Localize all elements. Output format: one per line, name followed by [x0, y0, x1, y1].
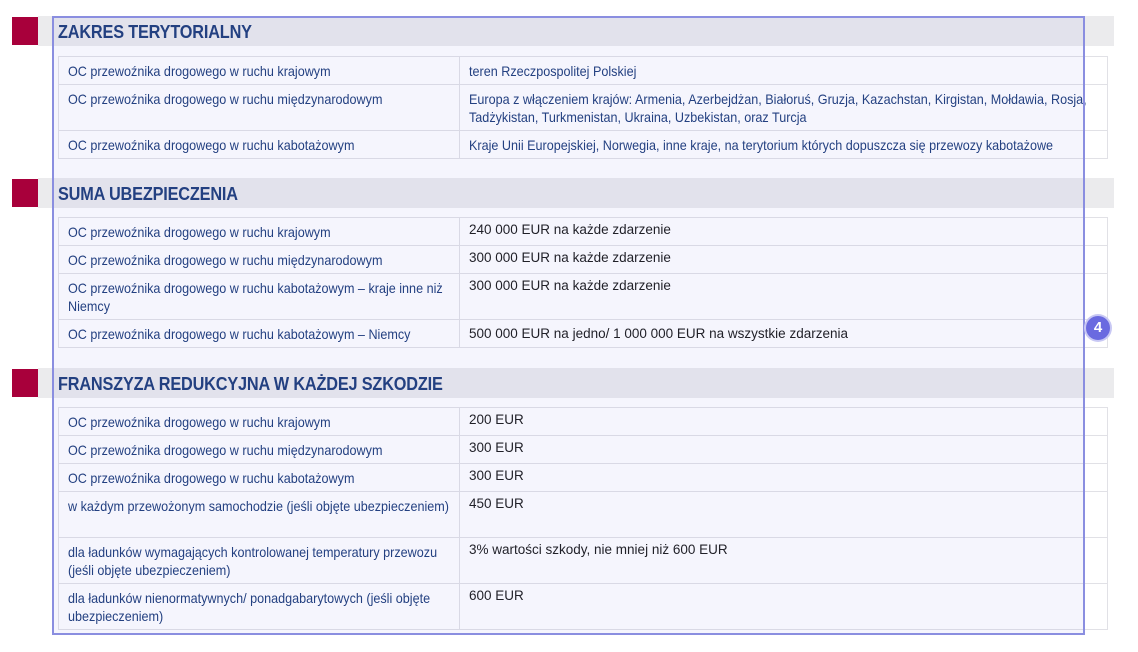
table-row — [59, 320, 1108, 348]
row-label: OC przewoźnika drogowego w ruchu międzynarodowym — [59, 436, 460, 464]
section-title: ZAKRES TERYTORIALNY — [58, 21, 252, 42]
row-label: OC przewoźnika drogowego w ruchu kabotażowym — [59, 464, 460, 492]
table-row — [59, 408, 1108, 436]
row-value: 300 000 EUR na każde zdarzenie — [460, 274, 1108, 320]
table-row — [59, 57, 1108, 85]
table-row — [59, 584, 1108, 630]
row-label: OC przewoźnika drogowego w ruchu kabotażowym – kraje inne niż Niemcy — [59, 274, 460, 320]
row-value: 500 000 EUR na jedno/ 1 000 000 EUR na wszystkie zdarzenia — [460, 320, 1108, 348]
row-value: Europa z włączeniem krajów: Armenia, Azerbejdżan, Białoruś, Gruzja, Kazachstan, Kirgistan, Mołdawia, Rosja, Tadżykistan, Turkmenistan, Ukraina, Uzbekistan, oraz Turcja — [460, 85, 1108, 131]
section-title: SUMA UBEZPIECZENIA — [58, 183, 238, 204]
row-label: OC przewoźnika drogowego w ruchu międzynarodowym — [59, 246, 460, 274]
table-row — [59, 464, 1108, 492]
territory-table — [58, 56, 1108, 159]
table-row — [59, 436, 1108, 464]
row-value: 240 000 EUR na każde zdarzenie — [460, 218, 1108, 246]
row-value: 300 EUR — [460, 436, 1108, 464]
section-title: FRANSZYZA REDUKCYJNA W KAŻDEJ SZKODZIE — [58, 373, 443, 394]
table-row — [59, 538, 1108, 584]
row-label: OC przewoźnika drogowego w ruchu kabotażowym — [59, 131, 460, 159]
section-marker — [12, 179, 38, 207]
table-row — [59, 85, 1108, 131]
table-row — [59, 218, 1108, 246]
sum-insured-table — [58, 217, 1108, 348]
section-marker — [12, 369, 38, 397]
row-label: OC przewoźnika drogowego w ruchu krajowym — [59, 408, 460, 436]
section-marker — [12, 17, 38, 45]
row-label: w każdym przewożonym samochodzie (jeśli objęte ubezpieczeniem) — [59, 492, 460, 538]
row-value: 600 EUR — [460, 584, 1108, 630]
row-label: OC przewoźnika drogowego w ruchu krajowym — [59, 218, 460, 246]
row-value: 450 EUR — [460, 492, 1108, 538]
table-row — [59, 492, 1108, 538]
row-label: dla ładunków wymagających kontrolowanej temperatury przewozu (jeśli objęte ubezpieczeniem) — [59, 538, 460, 584]
table-row — [59, 131, 1108, 159]
row-value: 3% wartości szkody, nie mniej niż 600 EUR — [460, 538, 1108, 584]
row-value: teren Rzeczpospolitej Polskiej — [460, 57, 1108, 85]
row-value: 200 EUR — [460, 408, 1108, 436]
table-row — [59, 274, 1108, 320]
row-label: OC przewoźnika drogowego w ruchu krajowym — [59, 57, 460, 85]
row-value: Kraje Unii Europejskiej, Norwegia, inne kraje, na terytorium których dopuszcza się przewozy kabotażowe — [460, 131, 1108, 159]
row-value: 300 EUR — [460, 464, 1108, 492]
deductible-table — [58, 407, 1108, 630]
row-label: OC przewoźnika drogowego w ruchu międzynarodowym — [59, 85, 460, 131]
row-label: dla ładunków nienormatywnych/ ponadgabarytowych (jeśli objęte ubezpieczeniem) — [59, 584, 460, 630]
selection-badge[interactable]: 4 — [1086, 316, 1110, 340]
row-value: 300 000 EUR na każde zdarzenie — [460, 246, 1108, 274]
row-label: OC przewoźnika drogowego w ruchu kabotażowym – Niemcy — [59, 320, 460, 348]
table-row — [59, 246, 1108, 274]
